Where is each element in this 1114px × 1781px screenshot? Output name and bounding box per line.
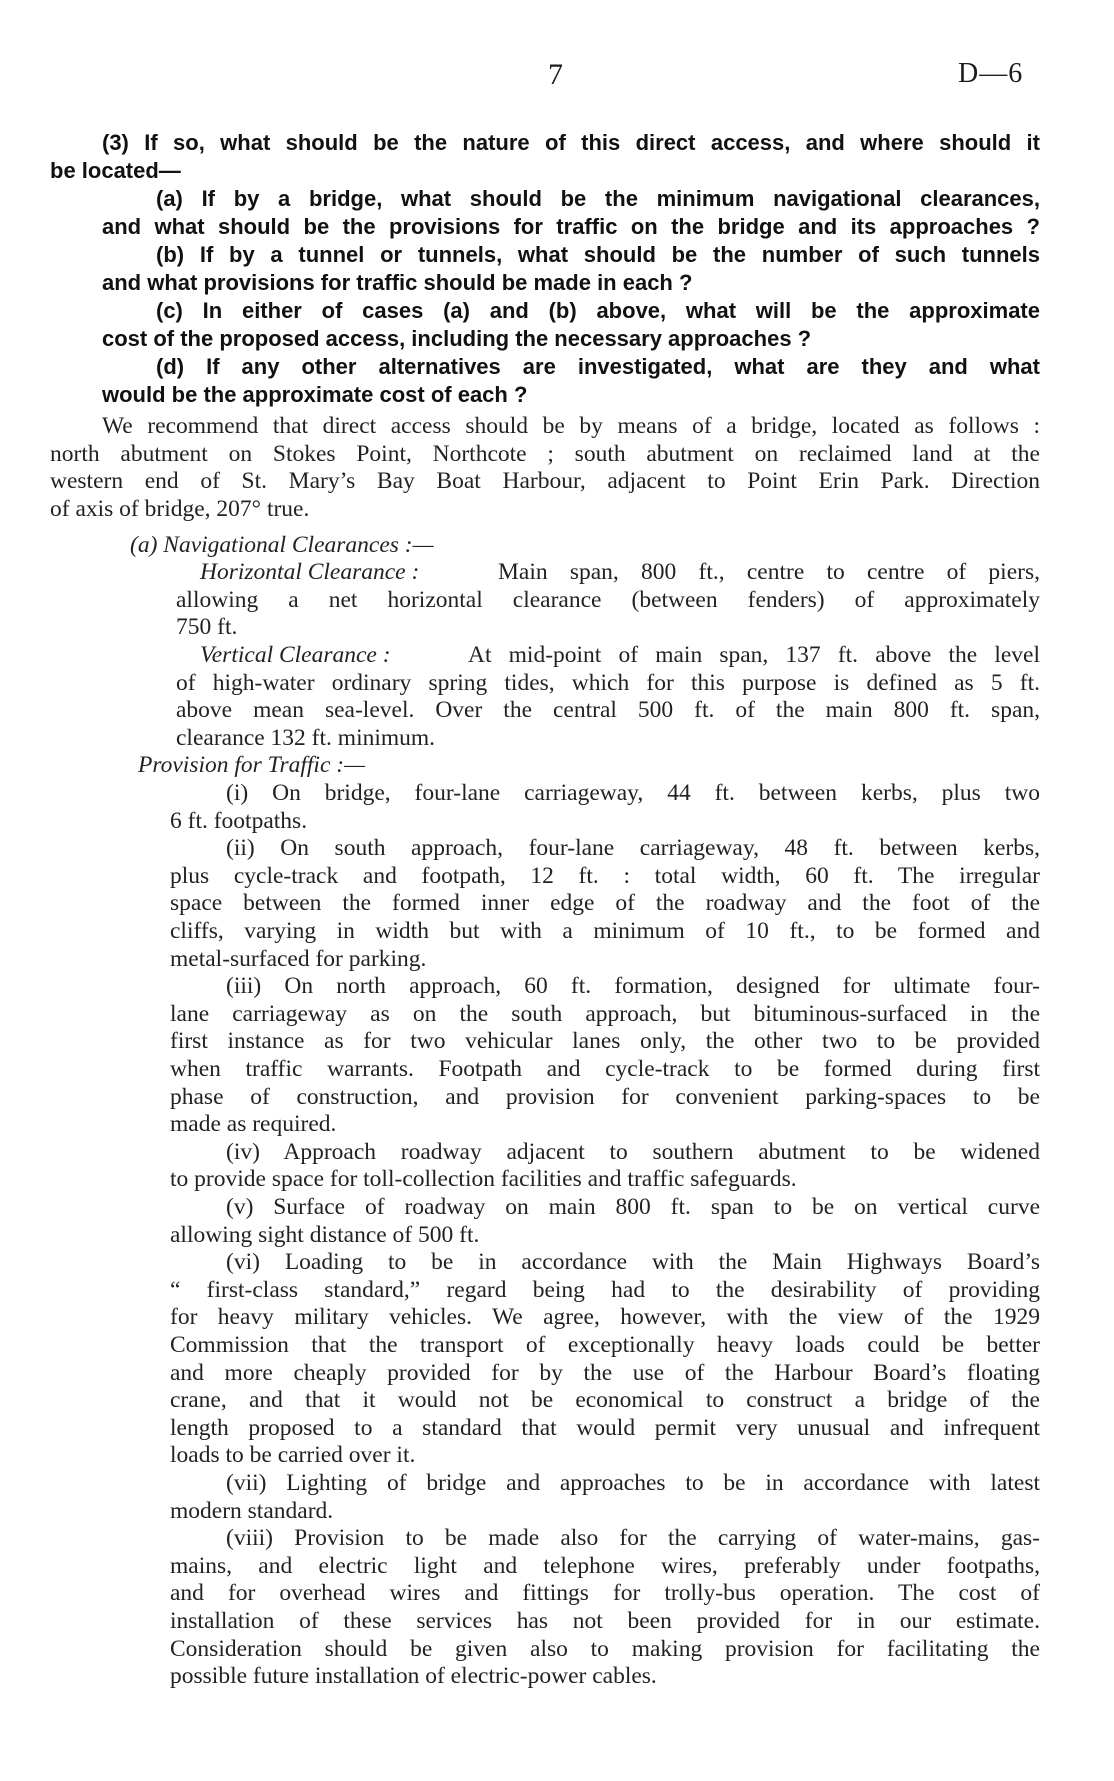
traffic-viii-line-2: mains, and electric light and telephone wires, preferably under footpaths,	[170, 1553, 1040, 1579]
traffic-iii-line-4: when traffic warrants. Footpath and cycle-track to be formed during first	[170, 1056, 1040, 1082]
traffic-iv-line-1: (iv) Approach roadway adjacent to southern abutment to be widened	[226, 1139, 1040, 1165]
traffic-vi-line-5: and more cheaply provided for by the use of the Harbour Board’s floating	[170, 1360, 1040, 1386]
traffic-vi-line-3: for heavy military vehicles. We agree, however, with the view of the 1929	[170, 1304, 1040, 1330]
question-a-line-1: (a) If by a bridge, what should be the minimum navigational clearances,	[156, 186, 1040, 211]
traffic-viii-line-6: possible future installation of electric-power cables.	[170, 1663, 657, 1689]
traffic-iv-line-2: to provide space for toll-collection facilities and traffic safeguards.	[170, 1166, 797, 1192]
traffic-vi-line-1: (vi) Loading to be in accordance with the Main Highways Board’s	[226, 1249, 1040, 1275]
traffic-viii-line-5: Consideration should be given also to making provision for facilitating the	[170, 1636, 1040, 1662]
question-3-line-1: (3) If so, what should be the nature of this direct access, and where should it	[102, 130, 1040, 155]
recommendation-line-4: of axis of bridge, 207° true.	[50, 496, 310, 522]
traffic-ii-line-4: cliffs, varying in width but with a minimum of 10 ft., to be formed and	[170, 918, 1040, 944]
navigational-clearances-heading: (a) Navigational Clearances :—	[130, 532, 434, 558]
question-d-line-2: would be the approximate cost of each ?	[102, 382, 528, 407]
traffic-viii-line-4: installation of these services has not been provided for in our estimate.	[170, 1608, 1040, 1634]
provision-for-traffic-heading: Provision for Traffic :—	[138, 752, 365, 778]
recommendation-line-1: We recommend that direct access should be by means of a bridge, located as follows :	[102, 413, 1040, 439]
traffic-iii-line-1: (iii) On north approach, 60 ft. formation, designed for ultimate four-	[226, 973, 1040, 999]
document-reference: D—6	[958, 58, 1024, 89]
page-number: 7	[548, 58, 563, 91]
question-a-line-2: and what should be the provisions for traffic on the bridge and its approaches ?	[102, 214, 1040, 239]
traffic-viii-line-3: and for overhead wires and fittings for trolly-bus operation. The cost of	[170, 1580, 1040, 1606]
traffic-vi-line-7: length proposed to a standard that would permit very unusual and infrequent	[170, 1415, 1040, 1441]
vertical-clearance-line-4: clearance 132 ft. minimum.	[176, 725, 436, 751]
question-3-line-2: be located—	[50, 158, 181, 183]
traffic-vi-line-2: “ first-class standard,” regard being had to the desirability of providing	[170, 1277, 1040, 1303]
vertical-clearance-label: Vertical Clearance :	[200, 642, 391, 668]
traffic-vi-line-4: Commission that the transport of exceptionally heavy loads could be better	[170, 1332, 1040, 1358]
recommendation-line-2: north abutment on Stokes Point, Northcote ; south abutment on reclaimed land at the	[50, 441, 1040, 467]
traffic-iii-line-5: phase of construction, and provision for convenient parking-spaces to be	[170, 1084, 1040, 1110]
traffic-vi-line-6: crane, and that it would not be economical to construct a bridge of the	[170, 1387, 1040, 1413]
traffic-iii-line-3: first instance as for two vehicular lanes only, the other two to be provided	[170, 1028, 1040, 1054]
vertical-clearance-line-2: of high-water ordinary spring tides, which for this purpose is defined as 5 ft.	[176, 670, 1040, 696]
vertical-clearance-line-1: At mid-point of main span, 137 ft. above the level	[468, 642, 1040, 668]
horizontal-clearance-label: Horizontal Clearance :	[200, 559, 420, 585]
recommendation-line-3: western end of St. Mary’s Bay Boat Harbour, adjacent to Point Erin Park. Direction	[50, 468, 1040, 494]
traffic-v-line-1: (v) Surface of roadway on main 800 ft. span to be on vertical curve	[226, 1194, 1040, 1220]
question-b-line-2: and what provisions for traffic should be made in each ?	[102, 270, 693, 295]
traffic-v-line-2: allowing sight distance of 500 ft.	[170, 1222, 480, 1248]
traffic-iii-line-6: made as required.	[170, 1111, 337, 1137]
traffic-vii-line-2: modern standard.	[170, 1498, 334, 1524]
question-b-line-1: (b) If by a tunnel or tunnels, what should be the number of such tunnels	[156, 242, 1040, 267]
question-c-line-1: (c) In either of cases (a) and (b) above, what will be the approximate	[156, 298, 1040, 323]
vertical-clearance-line-3: above mean sea-level. Over the central 500 ft. of the main 800 ft. span,	[176, 697, 1040, 723]
horizontal-clearance-line-3: 750 ft.	[176, 614, 238, 640]
traffic-viii-line-1: (viii) Provision to be made also for the carrying of water-mains, gas-	[226, 1525, 1040, 1551]
question-c-line-2: cost of the proposed access, including the necessary approaches ?	[102, 326, 812, 351]
traffic-vi-line-8: loads to be carried over it.	[170, 1442, 416, 1468]
traffic-ii-line-3: space between the formed inner edge of the roadway and the foot of the	[170, 890, 1040, 916]
horizontal-clearance-line-1: Main span, 800 ft., centre to centre of piers,	[498, 559, 1040, 585]
question-d-line-1: (d) If any other alternatives are investigated, what are they and what	[156, 354, 1040, 379]
traffic-ii-line-1: (ii) On south approach, four-lane carriageway, 48 ft. between kerbs,	[226, 835, 1040, 861]
traffic-ii-line-2: plus cycle-track and footpath, 12 ft. : total width, 60 ft. The irregular	[170, 863, 1040, 889]
traffic-i-line-2: 6 ft. footpaths.	[170, 808, 308, 834]
traffic-iii-line-2: lane carriageway as on the south approach, but bituminous-surfaced in the	[170, 1001, 1040, 1027]
horizontal-clearance-line-2: allowing a net horizontal clearance (between fenders) of approximately	[176, 587, 1040, 613]
traffic-i-line-1: (i) On bridge, four-lane carriageway, 44 ft. between kerbs, plus two	[226, 780, 1040, 806]
traffic-vii-line-1: (vii) Lighting of bridge and approaches to be in accordance with latest	[226, 1470, 1040, 1496]
traffic-ii-line-5: metal-surfaced for parking.	[170, 946, 427, 972]
